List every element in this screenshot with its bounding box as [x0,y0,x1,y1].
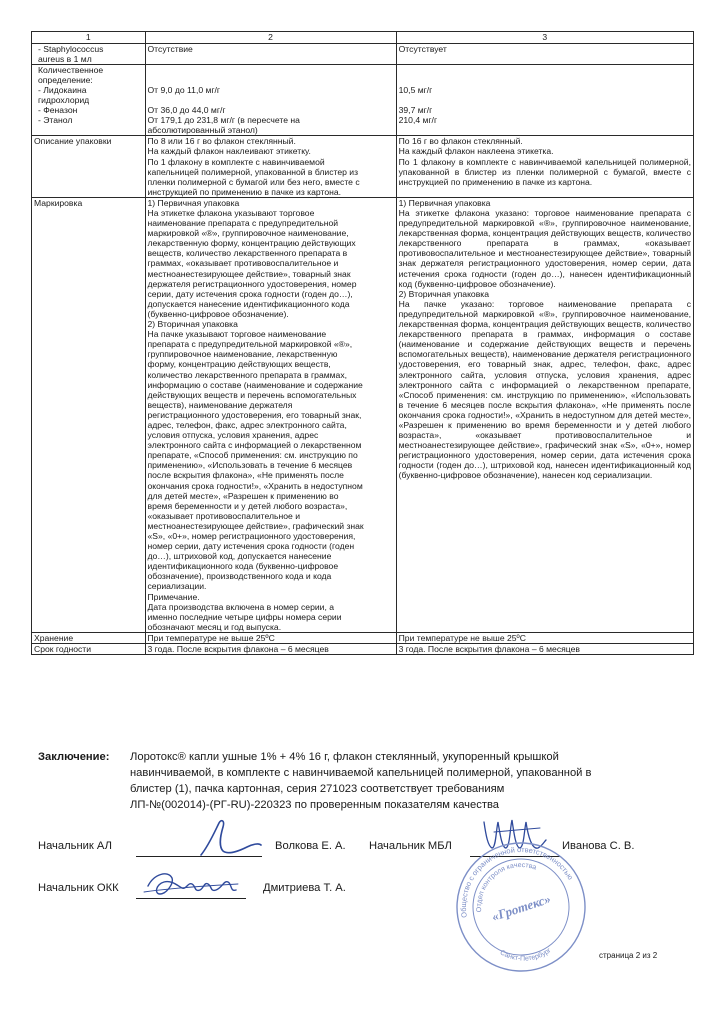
table-cell: По 16 г во флакон стеклянный. На каждый флакон наклеена этикетка. По 1 флакону в комплекте с навинчиваемой капельницей полимерной, упакованной в блистер из пленки полимерной с бумагой, вместе с инструкцией по применению в пачке из картона. [396,136,693,198]
signer-name-mbl: Иванова С. В. [562,840,635,852]
table-cell: Отсутствует [396,43,693,64]
page-number: страница 2 из 2 [599,951,658,960]
table-cell: Маркировка [32,197,146,632]
table-cell: Отсутствие [145,43,396,64]
signature-okk [142,864,242,904]
table-row [32,644,694,655]
table-row [32,43,694,64]
signer-title-okk: Начальник ОКК [38,882,119,894]
table-cell: Количественное определение: - Лидокаина гидрохлорид - Феназон - Этанол [32,64,146,136]
company-stamp [452,838,590,976]
stamp-outer-text: Общество с ограниченной ответственностью [458,844,576,919]
table-header-row [32,32,694,44]
signer-name-al: Волкова Е. А. [275,840,346,852]
table-cell: От 9,0 до 11,0 мг/г От 36,0 до 44,0 мг/г От 179,1 до 231,8 мг/г (в пересчете на абсолютированный этанол) [145,64,396,136]
table-cell: Описание упаковки [32,136,146,198]
table-cell: 3 года. После вскрытия флакона – 6 месяцев [145,644,396,655]
table-row [32,136,694,198]
stamp-inner-text: Отдел контроля качества [475,861,538,913]
table-row [32,64,694,136]
table-cell: При температуре не выше 25ºС [396,632,693,643]
table-cell: По 8 или 16 г во флакон стеклянный. На каждый флакон наклеивают этикетку. По 1 флакону в комплекте с навинчиваемой капельницей полимерной, упакованной в блистер из пленки полимерной с бумагой или без него, вместе с инструкцией по применению в пачке из картона. [145,136,396,198]
table-cell: 10,5 мг/г 39,7 мг/г 210,4 мг/г [396,64,693,136]
stamp-city-text: Санкт-Петербург [498,947,553,963]
signature-al [195,815,265,863]
stamp-center-text: «Гротекс» [489,890,553,925]
signer-title-al: Начальник АЛ [38,840,112,852]
table-cell: 1) Первичная упаковка На этикетке флакона указано: торговое наименование препарата с предупредительной маркировкой «®», группировочное наименование, лекарственная форма, концентрация действующих веществ, количество лекарственного препарата в граммах, «оказывает противовоспалительное и местноанестезирующее действие», товарный знак держателя регистрационного удостоверения, номер серии, дата истечения срока годности (годен до…), нанесен идентификационный код (буквенно-цифровое обозначение). 2) Вторичная упаковка На пачке указано: торговое наименование препарата с предупредительной маркировкой «®», группировочное наименование, лекарственная форма, концентрация действующих веществ, количество лекарственного препарата в граммах, информация о составе (наименование и содержание действующих веществ и перечень вспомогательных веществ), наименование держателя регистрационного удостоверения, его товарный знак, адрес, телефон, факс, адрес электронного сайта, условия отпуска, условия хранения, адрес электронного сайта с информацией о лекарственном препарате, «Способ применения: см. инструкцию по применению», «Использовать в течение 6 месяцев после вскрытия флакона», «Не применять после окончания срока годности!», «Хранить в недоступном для детей месте», «Разрешен к применению во время беременности и у детей любого возраста», «оказывает противовоспалительное и местноанестезирующее действие», графический знак «S», «0+», номер регистрационного удостоверения, номер серии, дата истечения срока годности (годен до…), штриховой код, нанесен идентификационный код (буквенно-цифровое обозначение), нанесен код сериализации. [396,197,693,632]
signer-title-mbl: Начальник МБЛ [369,840,452,852]
column-header: 3 [396,32,693,44]
column-header: 2 [145,32,396,44]
signer-name-okk: Дмитриева Т. А. [263,882,346,894]
conclusion-label: Заключение: [38,751,110,763]
column-header: 1 [32,32,146,44]
conclusion-text: Лоротокс® капли ушные 1% + 4% 16 г, флакон стеклянный, укупоренный крышкой навинчиваемой, в комплекте с навинчиваемой капельницей полимерной, упакованной в блистер (1), пачка картонная, серия 271023 соответствует требованиям ЛП-№(002014)-(РГ-RU)-220323 по проверенным показателям качества [130,751,592,811]
table-cell: Срок годности [32,644,146,655]
table-cell: - Staphylococcus aureus в 1 мл [32,43,146,64]
specification-table [31,31,694,655]
table-cell: Хранение [32,632,146,643]
table-cell: 3 года. После вскрытия флакона – 6 месяцев [396,644,693,655]
table-cell: При температуре не выше 25ºС [145,632,396,643]
table-row [32,197,694,632]
table-cell: 1) Первичная упаковка На этикетке флакона указывают торговое наименование препарата с предупредительной маркировкой «®», группировочное наименование, лекарственную форму, концентрацию действующих веществ, количество лекарственного препарата в граммах, «оказывает противовоспалительное и местноанестезирующее действие», товарный знак держателя регистрационного удостоверения, номер серии, дату истечения срока годности (годен до…), допускается нанесение идентификационного кода (буквенно-цифровое обозначение). 2) Вторичная упаковка На пачке указывают торговое наименование препарата с предупредительной маркировкой «®», группировочное наименование, лекарственную форму, концентрацию действующих веществ, количество лекарственного препарата в граммах, информацию о составе (наименование и содержание действующих веществ и перечень вспомогательных веществ), наименование держателя регистрационного удостоверения, его товарный знак, адрес, телефон, факс, адрес электронного сайта, условия отпуска, условия хранения, адрес электронного сайта с информацией о лекарственном препарате, «Способ применения: см. инструкцию по применению», «Использовать в течение 6 месяцев после вскрытия флакона», «Не применять после окончания срока годности!», «Хранить в недоступном для детей месте», «Разрешен к применению во время беременности и у детей любого возраста», «оказывает противовоспалительное и местноанестезирующее действие», графический знак «S», «0+», номер регистрационного удостоверения, номер серии, дату истечения срока годности (годен до…), штриховой код, допускается нанесение идентификационного кода (буквенно-цифровое обозначение), производственного кода и кода сериализации. Примечание. Дата производства включена в номер серии, а именно последние четыре цифры номера серии обозначают месяц и год выпуска. [145,197,396,632]
table-row [32,632,694,643]
